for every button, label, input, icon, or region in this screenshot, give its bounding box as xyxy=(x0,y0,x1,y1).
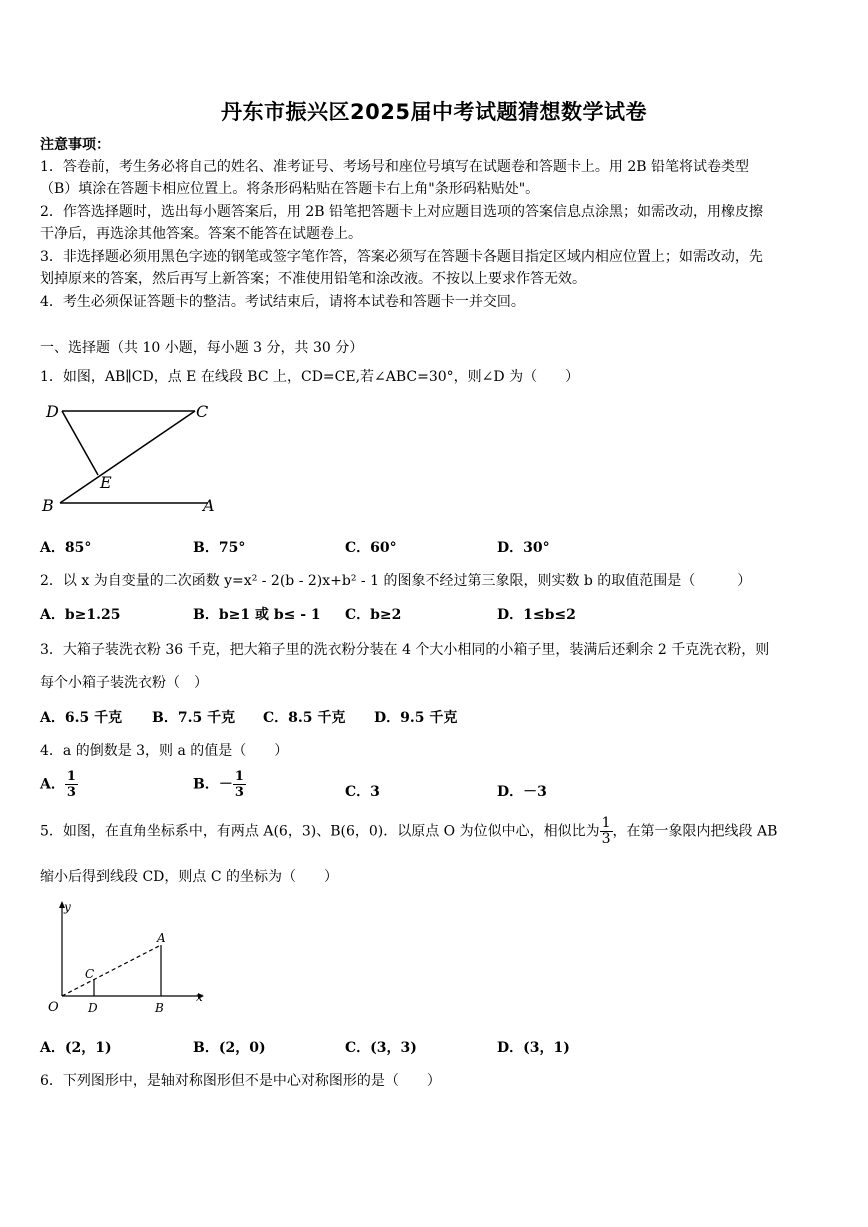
fraction: $\frac{1}{3}$ xyxy=(601,815,611,847)
notice-line: （B）填涂在答题卡相应位置上。将条形码粘贴在答题卡右上角"条形码粘贴处"。 xyxy=(40,181,540,197)
label-e: E xyxy=(100,473,112,492)
notice-heading: 注意事项： xyxy=(40,137,110,153)
q1-option-d: D．30° xyxy=(497,540,550,556)
q5-option-c: C．(3，3) xyxy=(345,1040,417,1056)
notice-line: 2．作答选择题时，选出每小题答案后，用 2B 铅笔把答题卡上对应题目选项的答案信息点涂黑；如需改动，用橡皮擦 xyxy=(40,204,763,220)
label-c: C xyxy=(196,402,209,421)
question-5-stem-cont: 缩小后得到线段 CD，则点 C 的坐标为（ ） xyxy=(40,869,338,885)
label-d: D xyxy=(88,1001,98,1015)
q5-option-d: D．(3，1) xyxy=(497,1040,570,1056)
question-1-figure xyxy=(40,395,240,520)
label-b: B xyxy=(155,1001,164,1015)
q2-option-a: A．b≥1.25 xyxy=(40,607,121,623)
q5-option-b: B．(2，0) xyxy=(193,1040,266,1056)
label-c: C xyxy=(85,967,95,981)
ray-oa xyxy=(62,945,161,996)
label-o: O xyxy=(48,1000,59,1015)
q5-option-a: A．(2，1) xyxy=(40,1040,112,1056)
segment-cb xyxy=(60,411,195,503)
q4-option-b: B．－ $\frac{1}{3}$ xyxy=(193,769,244,800)
q3-option-c: C．8.5 千克 xyxy=(263,710,346,726)
question-6-stem: 6．下列图形中，是轴对称图形但不是中心对称图形的是（ ） xyxy=(40,1073,441,1089)
label-x: x xyxy=(196,990,203,1004)
notice-line: 3．非选择题必须用黑色字迹的钢笔或签字笔作答，答案必须写在答题卡各题目指定区域内相应位置上；如需改动，先 xyxy=(40,249,763,265)
label-a: A xyxy=(203,496,215,515)
fraction: $\frac{1}{3}$ xyxy=(66,769,76,800)
notice-line: 1．答卷前，考生务必将自己的姓名、准考证号、考场号和座位号填写在试题卷和答题卡上。用 2B 铅笔将试卷类型 xyxy=(40,159,749,175)
q4-option-d: D．－3 xyxy=(497,784,547,800)
label-y: y xyxy=(64,900,71,914)
label-b: B xyxy=(42,496,54,515)
label-a: A xyxy=(157,931,166,945)
q4-option-c: C．3 xyxy=(345,784,380,800)
segment-de xyxy=(62,411,98,475)
fraction: $\frac{1}{3}$ xyxy=(234,769,244,800)
notice-line: 4．考生必须保证答题卡的整洁。考试结束后，请将本试卷和答题卡一并交回。 xyxy=(40,294,525,310)
question-1-stem: 1．如图，AB∥CD，点 E 在线段 BC 上，CD=CE,若∠ABC=30°，则∠D 为（ ） xyxy=(40,369,580,385)
q1-option-b: B．75° xyxy=(193,540,246,556)
q1-option-c: C．60° xyxy=(345,540,397,556)
question-4-stem: 4．a 的倒数是 3，则 a 的值是（ ） xyxy=(40,743,289,759)
notice-line: 划掉原来的答案，然后再写上新答案；不准使用铅笔和涂改液。不按以上要求作答无效。 xyxy=(40,271,586,287)
q2-option-b: B．b≥1 或 b≤ - 1 xyxy=(193,607,321,623)
question-5-figure xyxy=(40,898,210,1023)
question-3-stem: 3．大箱子装洗衣粉 36 千克，把大箱子里的洗衣粉分装在 4 个大小相同的小箱子里，装满后还剩余 2 千克洗衣粉，则 xyxy=(40,642,770,658)
q3-option-d: D．9.5 千克 xyxy=(374,710,458,726)
q3-option-a: A．6.5 千克 xyxy=(40,710,123,726)
question-5-stem: 5．如图，在直角坐标系中，有两点 A(6，3)、B(6，0)．以原点 O 为位似中心，相似比为 $\frac{1}{3}$ ，在第一象限内把线段 AB xyxy=(40,815,778,847)
page-title: 丹东市振兴区2025届中考试题猜想数学试卷 xyxy=(221,100,647,124)
question-2-stem: 2．以 x 为自变量的二次函数 y=x² - 2(b - 2)x+b² - 1 的图象不经过第三象限，则实数 b 的取值范围是（ ） xyxy=(40,573,752,589)
q1-option-a: A．85° xyxy=(40,540,92,556)
q2-option-d: D．1≤b≤2 xyxy=(497,607,576,623)
q2-option-c: C．b≥2 xyxy=(345,607,402,623)
section-heading: 一、选择题（共 10 小题，每小题 3 分，共 30 分） xyxy=(40,340,364,356)
q4-option-a: A． $\frac{1}{3}$ xyxy=(40,769,76,800)
q3-option-b: B．7.5 千克 xyxy=(152,710,236,726)
question-3-stem-cont: 每个小箱子装洗衣粉（ ） xyxy=(40,675,208,691)
notice-line: 干净后，再选涂其他答案。答案不能答在试题卷上。 xyxy=(40,226,362,242)
label-d: D xyxy=(46,402,59,421)
